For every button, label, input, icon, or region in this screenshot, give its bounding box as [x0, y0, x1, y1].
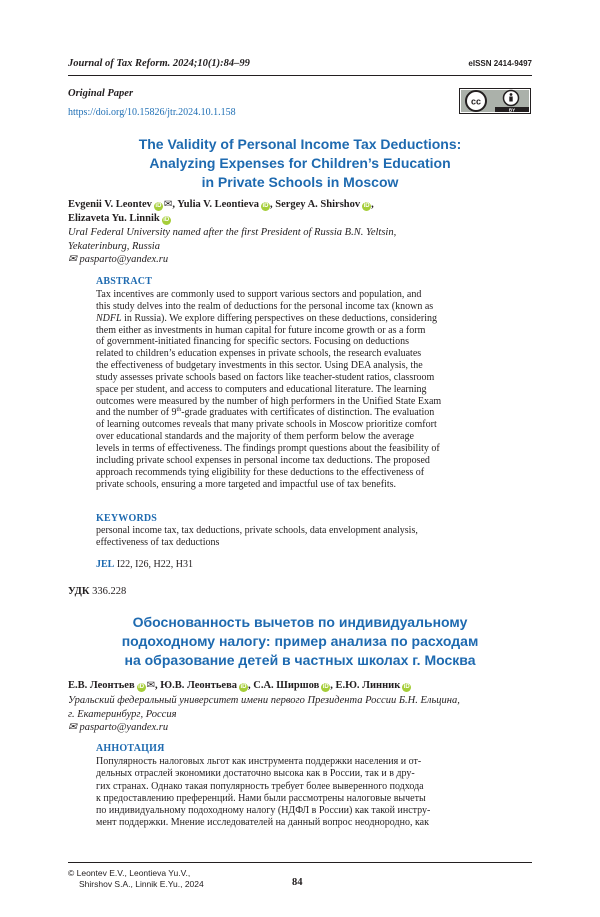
jel-codes — [96, 559, 193, 570]
title-ru-line: на образование детей в частных школах г. Москва — [124, 652, 476, 668]
abstract-line: outcomes were measured by the number of high performers in the Unified State Exam — [96, 395, 442, 407]
affiliation-line: Yekaterinburg, Russia — [68, 240, 160, 252]
udk-code — [68, 586, 126, 597]
email-address[interactable]: pasparto@yandex.ru — [79, 254, 169, 265]
page-number: 84 — [292, 877, 303, 888]
doi-link[interactable]: https://doi.org/10.15826/jtr.2024.10.1.158 — [68, 107, 236, 118]
annotation-line: к предоставлению преференций. Нами были рассмотрены налоговые вычеты — [96, 792, 426, 804]
author-name: Evgenii V. Leontev — [68, 199, 152, 210]
abstract-line: private schools, ensuring a more targeted and impactful use of tax benefits. — [96, 478, 396, 490]
orcid-icon[interactable]: iD — [240, 684, 247, 690]
orcid-icon[interactable]: iD — [262, 203, 269, 209]
author-name: Elizaveta Yu. Linnik — [68, 212, 160, 224]
annotation-line: Популярность налоговых льгот как инструмента поддержки населения и от- — [96, 756, 422, 767]
abstract-line: levels in terms of effectiveness. The findings prompt questions about the feasibility of — [96, 442, 440, 454]
affiliation-line: Ural Federal University named after the first President of Russia B.N. Yeltsin, — [68, 227, 397, 238]
envelope-icon: ✉ — [68, 722, 77, 733]
copyright — [68, 868, 204, 889]
udk-label: УДК — [68, 586, 90, 597]
annotation-line: дельных отраслей экономики достаточно высока как в России, так и в дру- — [96, 768, 415, 780]
annotation-line: по индивидуальному подоходному налогу (НДФЛ в России) как такой инстру- — [96, 805, 431, 817]
keywords-line: personal income tax, tax deductions, private schools, data envelopment analysis, — [96, 525, 418, 536]
orcid-icon[interactable]: iD — [403, 684, 410, 690]
annotation-body — [96, 756, 504, 830]
abstract-line-italic: NDFL — [96, 312, 122, 324]
title-en-line: The Validity of Personal Income Tax Deductions: — [138, 136, 462, 152]
keywords-heading: KEYWORDS — [96, 513, 158, 524]
abstract-line: space per student, and access to computers and educational literature. The learning — [96, 383, 427, 395]
abstract-line: NDFL in Russia). We explore differing perspectives on these deductions, considering — [96, 312, 437, 324]
article-title-ru — [90, 613, 510, 670]
authors-ru: Е.В. Леонтьев iD ✉, Ю.В. Леонтьева iD , С.А. Ширшов iD , Е.Ю. Линник iD — [68, 680, 410, 691]
orcid-icon[interactable]: iD — [163, 216, 170, 223]
udk-value: 336.228 — [92, 586, 127, 597]
orcid-icon[interactable]: iD — [138, 684, 145, 690]
abstract-line: including private school expenses in personal income tax deductions. The proposed — [96, 454, 430, 466]
header-divider — [68, 75, 532, 76]
author-name: Sergey A. Shirshov — [275, 199, 361, 210]
copyright-line: Shirshov S.A., Linnik E.Yu., 2024 — [79, 878, 204, 889]
abstract-line: of government-initiated financing for specific sectors. Focusing on deductions — [96, 336, 409, 348]
title-en-line: Analyzing Expenses for Children’s Education — [149, 155, 451, 171]
annotation-line: мент поддержки. Мнение исследователей на данный вопрос неоднородно, как — [96, 817, 429, 829]
author-name: Е.В. Леонтьев — [68, 680, 135, 691]
jel-label: JEL — [96, 559, 115, 570]
envelope-icon: ✉ — [146, 680, 156, 691]
abstract-line: Tax incentives are commonly used to support various sectors and population, and — [96, 289, 422, 300]
envelope-icon: ✉ — [68, 254, 77, 265]
affiliation-line: г. Екатеринбург, Россия — [68, 708, 177, 720]
keywords-line: effectiveness of tax deductions — [96, 537, 220, 548]
email-en — [68, 253, 168, 265]
author-name: Е.Ю. Линник — [335, 680, 401, 691]
footer-divider — [68, 862, 532, 863]
annotation-line: гих странах. Однако такая популярность требует более выверенного подхода — [96, 780, 424, 792]
journal-citation: Journal of Tax Reform. 2024;10(1):84–99 — [68, 58, 250, 69]
abstract-line: and the number of 9th-grade graduates with certificates of distinction. The evaluation — [96, 407, 435, 419]
orcid-icon[interactable]: iD — [363, 203, 370, 209]
author-name: Yulia V. Leontieva — [177, 199, 259, 210]
jel-values: I22, I26, H22, H31 — [116, 559, 193, 570]
email-address[interactable]: pasparto@yandex.ru — [79, 722, 169, 733]
abstract-line: them either as investments in human capital for future income growth or as a form — [96, 324, 426, 336]
abstract-line: this study delves into the realm of deductions for the personal income tax (known as — [96, 300, 434, 312]
abstract-heading: ABSTRACT — [96, 276, 153, 287]
issn: eISSN 2414-9497 — [468, 59, 532, 68]
abstract-line: approach recommends tying eligibility for these deductions to the effectiveness of — [96, 466, 425, 478]
title-ru-line: Обоснованность вычетов по индивидуальному — [132, 614, 468, 630]
by-text: BY — [508, 107, 516, 113]
abstract-line: the effectiveness of budgetary investments in this sector. Using DEA analysis, the — [96, 360, 423, 372]
title-en-line: in Private Schools in Moscow — [201, 174, 399, 190]
keywords-body — [96, 525, 516, 549]
article-type: Original Paper — [68, 88, 134, 99]
article-title-en — [90, 135, 510, 192]
abstract-line: of learning outcomes reveals that many private schools in Moscow prioritize comfort — [96, 419, 437, 431]
abstract-line: related to children’s education expenses in private schools, the research evaluates — [96, 348, 422, 360]
annotation-heading: АННОТАЦИЯ — [96, 743, 165, 754]
affiliation-ru — [68, 694, 532, 721]
affiliation-line: Уральский федеральный университет имени первого Президента России Б.Н. Ельцина, — [68, 695, 460, 706]
abstract-line: study assesses private schools based on factors like teacher-student ratios, classroom — [96, 371, 435, 383]
cc-text: cc — [470, 96, 482, 107]
title-ru-line: подоходному налогу: пример анализа по расходам — [121, 633, 479, 649]
author-name: С.А. Ширшов — [253, 680, 320, 691]
copyright-line: © Leontev E.V., Leontieva Yu.V., — [68, 868, 191, 878]
orcid-icon[interactable]: iD — [155, 203, 162, 209]
author-name: Ю.В. Леонтьева — [160, 680, 237, 691]
affiliation-en — [68, 226, 532, 253]
abstract-body — [96, 289, 504, 490]
authors-en: Evgenii V. Leontev iD ✉, Yulia V. Leontieva iD , Sergey A. Shirshov iD , Elizaveta Yu. Linnik iD — [68, 199, 374, 224]
cc-by-license-icon[interactable] — [459, 88, 531, 114]
abstract-line: over educational standards and the majority of them perform below the average — [96, 431, 414, 443]
email-ru — [68, 721, 168, 733]
orcid-icon[interactable]: iD — [322, 684, 329, 690]
envelope-icon: ✉ — [163, 199, 173, 210]
